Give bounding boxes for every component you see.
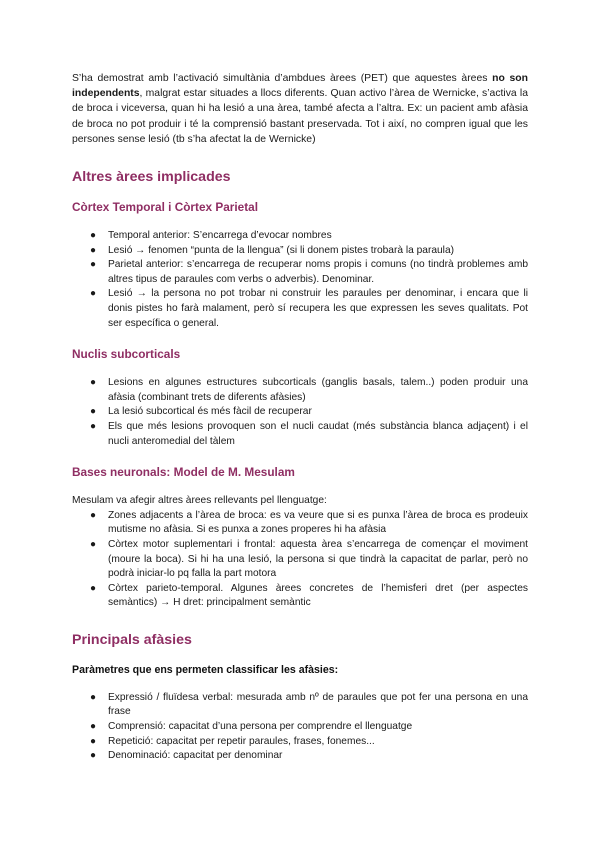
list-item — [72, 509, 528, 538]
list-item-text: Lesions en algunes estructures subcorticals (ganglis basals, talem..) poden produir una afàsia (combinant trets de diferents afàsies) — [108, 377, 528, 403]
bullet-icon: ● — [90, 230, 97, 242]
list-item — [72, 420, 528, 449]
bullet-icon: ● — [90, 259, 97, 271]
intro-text-start: S’ha demostrat amb l’activació simultània d’ambdues àrees (PET) que aquestes àrees — [72, 73, 493, 84]
list-item-text: La lesió subcortical és més fàcil de recuperar — [108, 406, 312, 418]
intro-text-end: , malgrat estar situades a llocs diferents. Quan activo l’àrea de Wernicke, s’activa la de broca i viceversa, quan hi ha lesió a una àrea, també afecta a l’altra. Ex: un pacient amb afàsia de broca no pot produir i té la comprensió bastant preservada. Tot i així, no compren igual que les persones sense lesió (tb s’ha afectat la de Wernicke) — [72, 88, 528, 145]
list-item-text: Denominació: capacitat per denominar — [108, 750, 283, 762]
list-item — [72, 287, 528, 331]
list-item — [72, 582, 528, 611]
heading-cortex-temporal-parietal: Còrtex Temporal i Còrtex Parietal — [72, 200, 258, 215]
list-item-text: Còrtex parieto-temporal. Algunes àrees concretes de l’hemisferi dret (per aspectes semàntics) → H dret: principalment semàntic — [108, 582, 528, 609]
heading-bases-neuronals: Bases neuronals: Model de M. Mesulam — [72, 465, 295, 480]
heading-principals-afasies: Principals afàsies — [72, 631, 192, 648]
list-item — [72, 244, 528, 259]
intro-paragraph — [72, 71, 528, 147]
list-item — [72, 691, 528, 720]
bullet-icon: ● — [90, 288, 97, 300]
list-item-text: Repetició: capacitat per repetir paraules, frases, fonemes... — [108, 735, 375, 747]
list-item-text: Comprensió: capacitat d’una persona per comprendre el llenguatge — [108, 721, 413, 733]
bullet-icon: ● — [90, 582, 97, 594]
list-item — [72, 376, 528, 405]
bullet-icon: ● — [90, 509, 97, 521]
list-item-text: Expressió / fluïdesa verbal: mesurada amb nº de paraules que pot fer una persona en una frase — [108, 691, 528, 718]
list-item-text: Còrtex motor suplementari i frontal: aquesta àrea s’encarrega de començar el moviment (moure la boca). Si hi ha una lesió, la persona si que tindrà la capacitat de parlar, però no podrà iniciar-lo pq falla la part motora — [108, 538, 528, 580]
list-item — [72, 720, 528, 735]
heading-nuclis-subcorticals: Nuclis subcorticals — [72, 347, 181, 362]
page-content — [72, 71, 528, 764]
list-nuclis — [72, 376, 528, 449]
bullet-icon: ● — [90, 406, 97, 418]
heading-altres-arees: Altres àrees implicades — [72, 169, 231, 186]
heading-parametres: Paràmetres que ens permeten classificar les afàsies: — [72, 663, 339, 676]
list-parametres — [72, 691, 528, 764]
list-item — [72, 749, 528, 764]
bullet-icon: ● — [90, 750, 97, 762]
list-item-text: Els que més lesions provoquen son el nucli caudat (més substància blanca adjaçent) i el nucli anteromedial del tàlem — [108, 420, 528, 447]
list-item — [72, 405, 528, 420]
bullet-icon: ● — [90, 377, 97, 389]
list-cortex — [72, 229, 528, 331]
list-item — [72, 229, 528, 244]
bullet-icon: ● — [90, 721, 97, 733]
bullet-icon: ● — [90, 538, 97, 550]
intro-bold-text: no son independents — [72, 73, 528, 100]
mesulam-lead: Mesulam va afegir altres àrees rellevants pel llenguatge: — [72, 495, 327, 507]
list-item — [72, 538, 528, 582]
bullet-icon: ● — [90, 244, 97, 256]
list-item-text: Parietal anterior: s’encarrega de recuperar noms propis i comuns (no tindrà problemes amb altres tipus de paraules com verbs o adverbis). Denominar. — [108, 259, 528, 285]
list-item-text: Lesió → fenomen “punta de la llengua” (si li donem pistes trobarà la paraula) — [108, 244, 455, 256]
list-item — [72, 258, 528, 287]
bullet-icon: ● — [90, 691, 97, 703]
list-item-text: Temporal anterior: S’encarrega d’evocar nombres — [108, 230, 332, 242]
list-item-text: Zones adjacents a l’àrea de broca: es va veure que si es punxa l’àrea de broca es prodeuix mutisme no afàsia. Si es punxa a zones properes hi ha afàsia — [108, 509, 528, 536]
bullet-icon: ● — [90, 735, 97, 747]
list-mesulam — [72, 509, 528, 611]
bullet-icon: ● — [90, 420, 97, 432]
list-item-text: Lesió → la persona no pot trobar ni construir les paraules per denominar, i encara que li donis pistes ho farà malament, però sí recupera les que expressen les seves qualitats. Pot ser específica o general. — [108, 288, 528, 329]
list-item — [72, 735, 528, 750]
